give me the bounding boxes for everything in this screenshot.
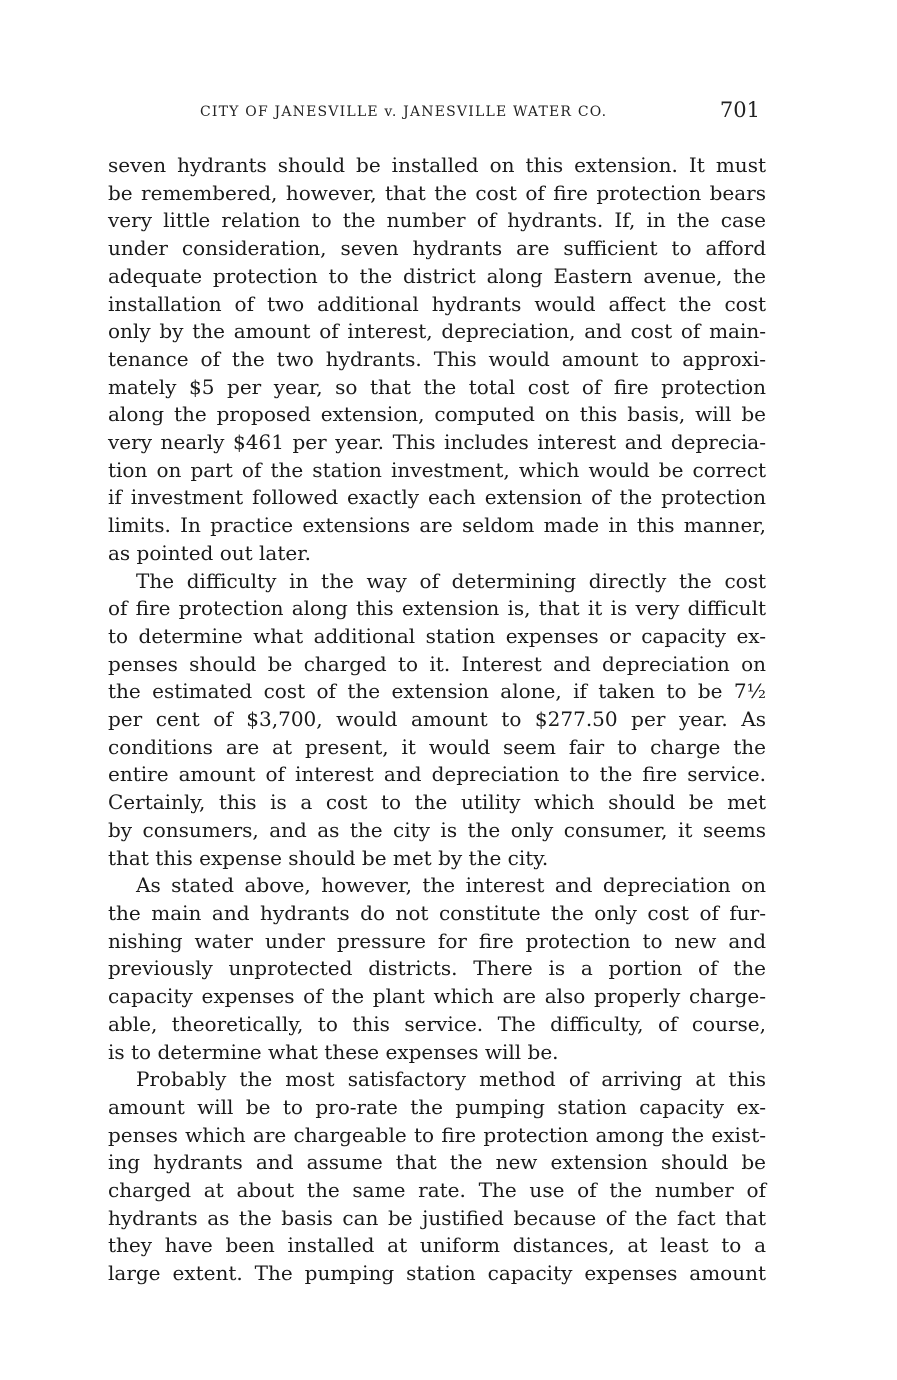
paragraph (108, 568, 766, 873)
text-line: The difficulty in the way of determining directly the cost (136, 568, 766, 593)
text-line: under consideration, seven hydrants are sufficient to afford (108, 236, 766, 261)
text-line: seven hydrants should be installed on this extension. It must (108, 153, 766, 177)
text-line: only by the amount of interest, depreciation, and cost of main- (108, 319, 766, 344)
text-line: of fire protection along this extension is, that it is very difficult (108, 596, 766, 621)
text-line: large extent. The pumping station capacity expenses amount (108, 1261, 766, 1286)
text-line: penses should be charged to it. Interest and depreciation on (108, 651, 766, 676)
text-line: capacity expenses of the plant which are also properly charge- (108, 984, 766, 1009)
text-line: able, theoretically, to this service. The difficulty, of course, (108, 1011, 766, 1036)
body-text (108, 152, 766, 1288)
text-line: tion on part of the station investment, which would be correct (108, 457, 766, 482)
text-line: conditions are at present, it would seem fair to charge the (108, 734, 766, 759)
text-line: penses which are chargeable to fire protection among the exist- (108, 1122, 766, 1147)
text-line: very nearly $461 per year. This includes interest and deprecia- (108, 430, 766, 455)
text-line: Certainly, this is a cost to the utility which should be met (108, 790, 766, 815)
text-line: the main and hydrants do not constitute the only cost of fur- (108, 900, 766, 925)
text-line: along the proposed extension, computed on this basis, will be (108, 402, 766, 427)
text-line: if investment followed exactly each extension of the protection (108, 485, 766, 510)
text-line: installation of two additional hydrants would affect the cost (108, 291, 766, 316)
text-line: be remembered, however, that the cost of fire protection bears (108, 180, 766, 205)
text-line: Probably the most satisfactory method of arriving at this (136, 1067, 766, 1092)
page-header (200, 98, 770, 122)
text-line: is to determine what these expenses will be. (108, 1039, 559, 1064)
text-line: very little relation to the number of hydrants. If, in the case (108, 208, 766, 233)
text-line: charged at about the same rate. The use of the number of (108, 1178, 766, 1203)
text-line: limits. In practice extensions are seldom made in this manner, (108, 513, 766, 538)
paragraph (108, 1066, 766, 1288)
paragraph (108, 152, 766, 568)
text-line: amount will be to pro-rate the pumping station capacity ex- (108, 1094, 766, 1119)
text-line: ing hydrants and assume that the new extension should be (108, 1150, 766, 1175)
text-line: to determine what additional station expenses or capacity ex- (108, 623, 766, 648)
text-line: they have been installed at uniform distances, at least to a (108, 1233, 766, 1258)
paragraph (108, 872, 766, 1066)
text-line: hydrants as the basis can be justified because of the fact that (108, 1205, 766, 1230)
text-line: nishing water under pressure for fire protection to new and (108, 928, 766, 953)
text-line: as pointed out later. (108, 540, 311, 565)
page-number: 701 (719, 98, 760, 122)
text-line: previously unprotected districts. There is a portion of the (108, 956, 766, 981)
text-line: per cent of $3,700, would amount to $277.50 per year. As (108, 707, 766, 732)
text-line: the estimated cost of the extension alone, if taken to be 7½ (108, 679, 766, 704)
text-line: that this expense should be met by the city. (108, 845, 549, 870)
text-line: tenance of the two hydrants. This would amount to approxi- (108, 346, 766, 371)
text-line: by consumers, and as the city is the only consumer, it seems (108, 817, 766, 842)
text-line: mately $5 per year, so that the total cost of fire protection (108, 374, 766, 399)
text-line: As stated above, however, the interest and depreciation on (136, 873, 766, 898)
running-head: CITY OF JANESVILLE v. JANESVILLE WATER CO. (200, 104, 608, 120)
text-line: entire amount of interest and depreciation to the fire service. (108, 762, 766, 787)
text-line: adequate protection to the district along Eastern avenue, the (108, 263, 766, 288)
